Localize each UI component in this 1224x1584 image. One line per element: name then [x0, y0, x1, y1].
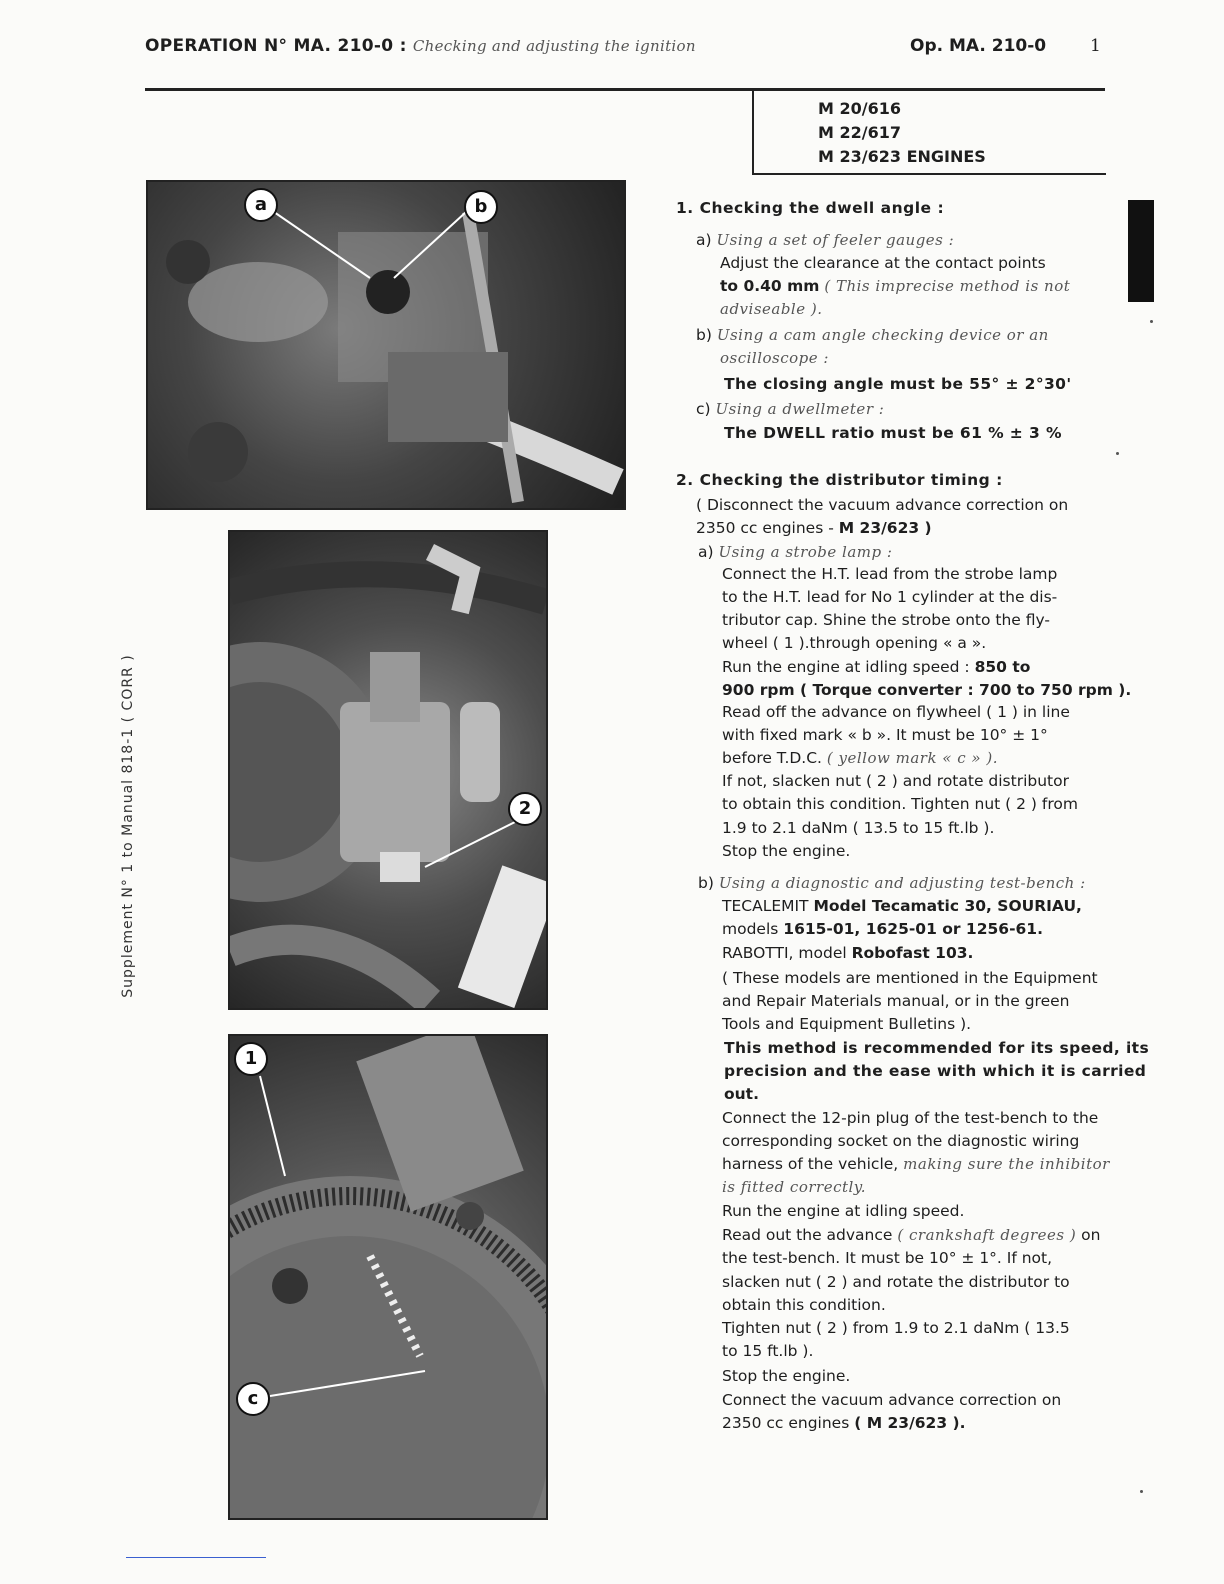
engine-line: M 22/617 — [818, 123, 901, 142]
body-text: harness of the vehicle, — [722, 1155, 904, 1173]
body-line: obtain this condition. — [722, 1296, 886, 1314]
step-1c — [696, 399, 884, 419]
photo-engine-detail — [230, 532, 546, 1008]
photo-engine-detail — [148, 182, 624, 508]
photo-distributor-contact-points — [146, 180, 626, 510]
operation-number: OPERATION N° MA. 210-0 : — [145, 36, 407, 56]
callout-2: 2 — [508, 792, 542, 826]
body-line: and Repair Materials manual, or in the green — [722, 992, 1070, 1010]
body-line — [722, 1154, 1110, 1174]
spec-value: ( M 23/623 ). — [854, 1414, 966, 1432]
note-italic: adviseable ). — [720, 300, 823, 318]
note-italic: ( yellow mark « c » ). — [826, 749, 998, 767]
body-line — [722, 1225, 1100, 1245]
section-tab-marker — [1128, 200, 1154, 302]
body-line — [696, 518, 932, 538]
note-italic: ( crankshaft degrees ) — [897, 1226, 1077, 1244]
body-line: Stop the engine. — [722, 842, 851, 860]
body-line: Tighten nut ( 2 ) from 1.9 to 2.1 daNm ( 13.5 — [722, 1319, 1070, 1337]
step-1b — [696, 325, 1049, 345]
body-line — [722, 1413, 965, 1433]
spec-value: Model Tecamatic 30, SOURIAU, — [813, 897, 1082, 915]
body-text: RABOTTI, model — [722, 944, 852, 962]
recommendation-line: precision and the ease with which it is carried — [724, 1062, 1147, 1080]
body-line: Read off the advance on flywheel ( 1 ) in line — [722, 703, 1070, 721]
body-line: If not, slacken nut ( 2 ) and rotate distributor — [722, 772, 1069, 790]
body-line: 1.9 to 2.1 daNm ( 13.5 to 15 ft.lb ). — [722, 819, 995, 837]
spec-value: to 0.40 mm — [720, 277, 820, 295]
body-line: to obtain this condition. Tighten nut ( 2 ) from — [722, 795, 1078, 813]
body-text: 2350 cc engines - — [696, 519, 839, 537]
body-line: to the H.T. lead for No 1 cylinder at the dis- — [722, 588, 1058, 606]
body-line — [722, 657, 1030, 677]
body-text: on — [1076, 1226, 1101, 1244]
body-text: Read out the advance — [722, 1226, 898, 1244]
spec-value: 850 to — [974, 658, 1031, 676]
step-2b — [698, 873, 1086, 893]
spec-value: Robofast 103. — [851, 944, 974, 962]
callout-c: c — [236, 1382, 270, 1416]
photo-engine-detail — [230, 1036, 546, 1518]
body-line: ( These models are mentioned in the Equipment — [722, 969, 1098, 987]
section1-heading: 1. Checking the dwell angle : — [676, 199, 945, 217]
engine-line: M 23/623 ENGINES — [818, 147, 986, 166]
section2-heading: 2. Checking the distributor timing : — [676, 471, 1003, 489]
body-line — [722, 896, 1082, 916]
body-line: ( Disconnect the vacuum advance correction on — [696, 496, 1069, 514]
step-title: Using a strobe lamp : — [718, 543, 893, 561]
spec-value: 1615-01, 1625-01 or 1256-61. — [783, 920, 1043, 938]
body-text: before T.D.C. — [722, 749, 827, 767]
spec-dwell-ratio: The DWELL ratio must be 61 % ± 3 % — [724, 424, 1062, 442]
op-code: Op. MA. 210-0 — [910, 36, 1047, 56]
photo-distributor-nut — [228, 530, 548, 1010]
operation-header — [145, 36, 696, 56]
body-text: Run the engine at idling speed : — [722, 658, 975, 676]
body-line: slacken nut ( 2 ) and rotate the distributor to — [722, 1273, 1070, 1291]
supplement-note: Supplement N° 1 to Manual 818-1 ( CORR ) — [120, 654, 136, 998]
step-title: oscilloscope : — [720, 349, 829, 367]
step-title: Using a cam angle checking device or an — [716, 326, 1049, 344]
body-text: TECALEMIT — [722, 897, 814, 915]
body-line: Run the engine at idling speed. — [722, 1202, 965, 1220]
engines-box — [752, 91, 1106, 175]
scan-speck — [1140, 1490, 1143, 1493]
step-label: b) — [698, 874, 714, 892]
body-line: with fixed mark « b ». It must be 10° ± 1° — [722, 726, 1048, 744]
body-line: Connect the H.T. lead from the strobe lamp — [722, 565, 1058, 583]
body-line — [722, 943, 973, 963]
body-line — [720, 276, 1070, 296]
spec-value: M 23/623 ) — [838, 519, 932, 537]
body-line: Tools and Equipment Bulletins ). — [722, 1015, 972, 1033]
body-line: Connect the 12-pin plug of the test-bench to the — [722, 1109, 1099, 1127]
photo-flywheel-marks — [228, 1034, 548, 1520]
body-text: models — [722, 920, 784, 938]
body-line — [722, 919, 1043, 939]
footer-rule — [126, 1557, 266, 1558]
body-line: to 15 ft.lb ). — [722, 1342, 814, 1360]
callout-1: 1 — [234, 1042, 268, 1076]
step-label: c) — [696, 400, 711, 418]
step-title: Using a diagnostic and adjusting test-bench : — [718, 874, 1086, 892]
step-1a — [696, 230, 954, 250]
recommendation-line: This method is recommended for its speed, its — [724, 1039, 1150, 1057]
body-line — [722, 748, 998, 768]
spec-closing-angle: The closing angle must be 55° ± 2°30' — [724, 375, 1072, 393]
step-2a — [698, 542, 892, 562]
body-line: Stop the engine. — [722, 1367, 851, 1385]
note-italic: ( This imprecise method is not — [824, 277, 1071, 295]
step-label: a) — [696, 231, 712, 249]
body-line: corresponding socket on the diagnostic wiring — [722, 1132, 1080, 1150]
body-text: 2350 cc engines — [722, 1414, 855, 1432]
recommendation-line: out. — [724, 1085, 759, 1103]
step-title: Using a set of feeler gauges : — [716, 231, 955, 249]
body-line: the test-bench. It must be 10° ± 1°. If not, — [722, 1249, 1053, 1267]
body-line: Adjust the clearance at the contact points — [720, 254, 1046, 272]
note-italic: making sure the inhibitor — [903, 1155, 1110, 1173]
operation-title: Checking and adjusting the ignition — [412, 37, 696, 55]
body-line: Connect the vacuum advance correction on — [722, 1391, 1062, 1409]
body-line: tributor cap. Shine the strobe onto the fly- — [722, 611, 1050, 629]
step-label: b) — [696, 326, 712, 344]
step-label: a) — [698, 543, 714, 561]
spec-idle-speed: 900 rpm ( Torque converter : 700 to 750 rpm ). — [722, 681, 1132, 699]
step-title: Using a dwellmeter : — [715, 400, 885, 418]
note-italic: is fitted correctly. — [722, 1178, 867, 1196]
callout-a: a — [244, 188, 278, 222]
engine-line: M 20/616 — [818, 99, 901, 118]
callout-b: b — [464, 190, 498, 224]
scan-speck — [1150, 320, 1153, 323]
body-line: wheel ( 1 ).through opening « a ». — [722, 634, 987, 652]
scan-speck — [1116, 452, 1119, 455]
page-number: 1 — [1090, 36, 1101, 56]
